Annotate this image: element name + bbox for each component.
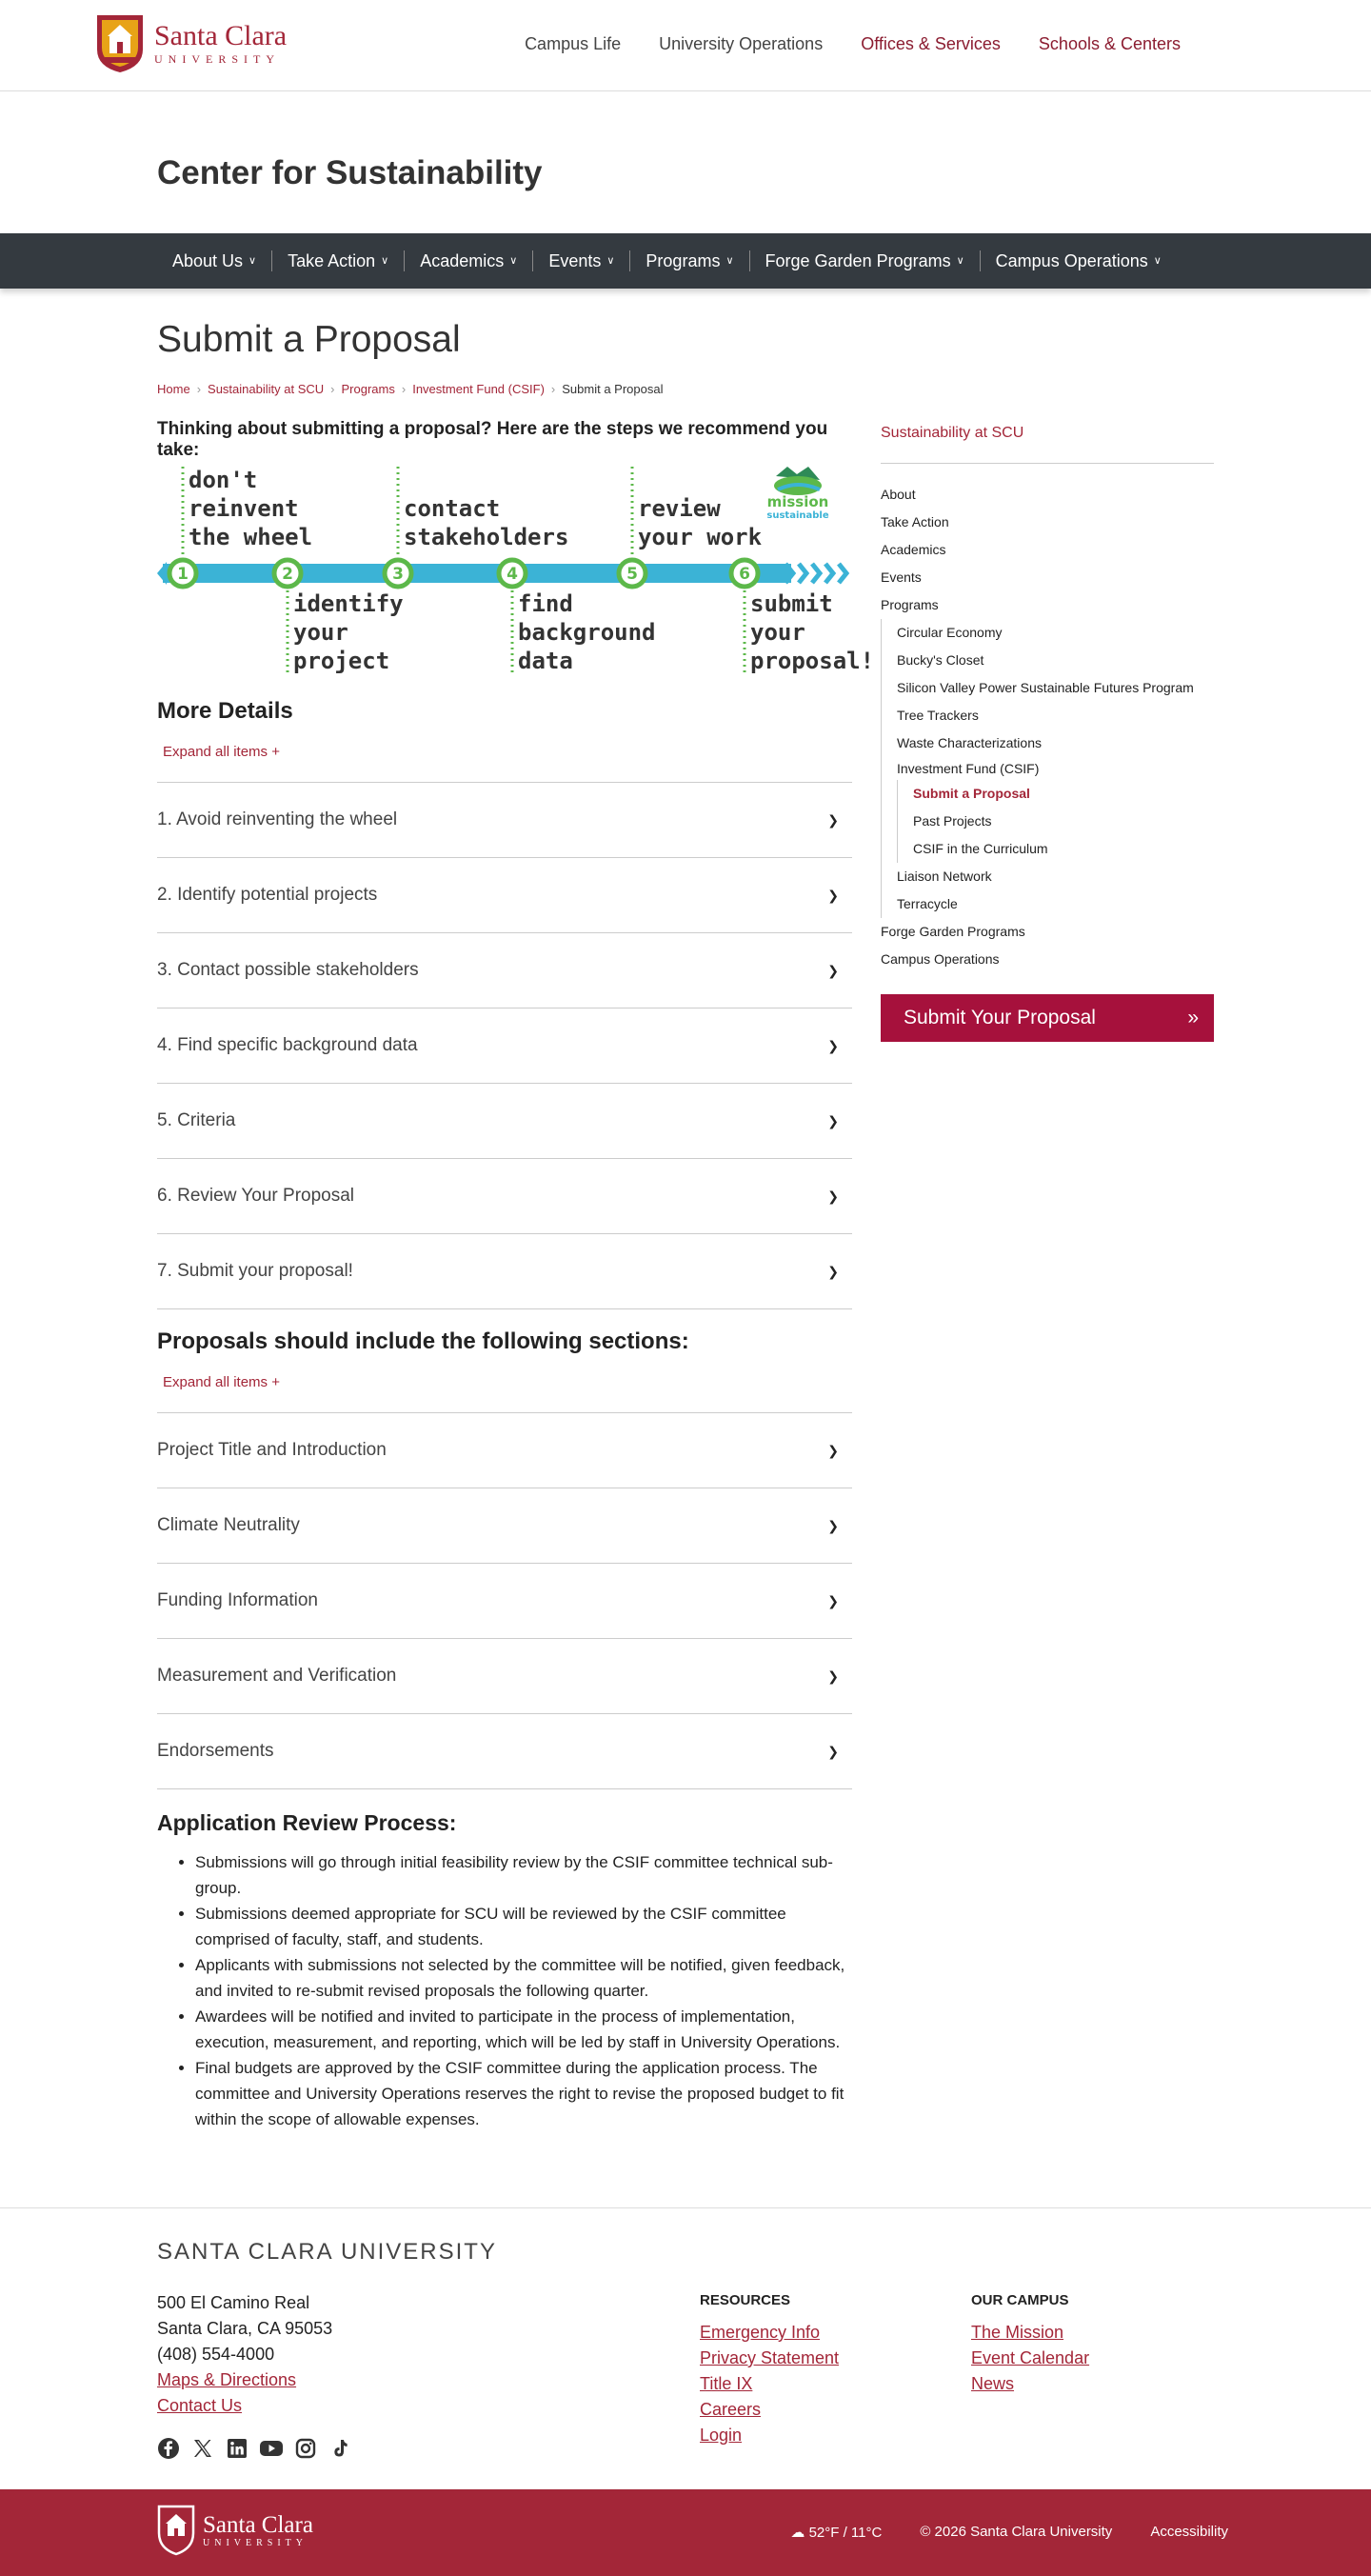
chevron-down-icon: ∨: [1153, 255, 1162, 267]
badge-line-2: sustainable: [766, 510, 829, 521]
emergency-info-link[interactable]: Emergency Info: [700, 2323, 821, 2342]
accordion-item[interactable]: [157, 1234, 852, 1309]
contact-us-link[interactable]: Contact Us: [157, 2396, 243, 2415]
accordion-item[interactable]: [157, 1084, 852, 1159]
resources-heading: RESOURCES: [700, 2292, 791, 2308]
accordion-title: 3. Contact possible stakeholders: [157, 960, 419, 980]
sidebar-menu: [881, 481, 1214, 973]
logo-name: Santa Clara: [154, 19, 288, 51]
title-ix-link[interactable]: Title IX: [700, 2374, 753, 2393]
breadcrumb-programs[interactable]: Programs: [341, 382, 395, 396]
chevron-down-icon: ❯: [827, 1667, 839, 1684]
logo-sub: UNIVERSITY: [154, 51, 280, 66]
site-title-area: [0, 91, 1371, 233]
nav-forge-garden-programs[interactable]: [749, 250, 980, 271]
step-label-line: submit: [750, 590, 833, 617]
step-number-1: 1: [177, 565, 189, 584]
sidebar-item-buckys-closet[interactable]: Bucky's Closet: [897, 652, 984, 668]
review-heading: Application Review Process:: [157, 1810, 457, 1835]
sidebar-item-events[interactable]: Events: [881, 569, 922, 585]
accordion-title: Climate Neutrality: [157, 1515, 300, 1535]
mission-link[interactable]: The Mission: [971, 2323, 1064, 2342]
sidebar-item-past-projects[interactable]: Past Projects: [913, 813, 992, 829]
accordion-title: Project Title and Introduction: [157, 1440, 387, 1460]
sidebar-item-campus-operations[interactable]: Campus Operations: [881, 951, 1000, 967]
topnav-offices-services[interactable]: Offices & Services: [861, 34, 1001, 53]
weather-cloud-icon: ☁: [790, 2525, 805, 2541]
careers-link[interactable]: Careers: [700, 2400, 762, 2419]
breadcrumb-separator: ›: [330, 382, 335, 396]
linkedin-icon[interactable]: [226, 2437, 248, 2460]
site-title[interactable]: Center for Sustainability: [157, 154, 543, 191]
footer: [0, 2207, 1371, 2489]
chevron-down-icon: ❯: [827, 1517, 839, 1533]
footer-logo-name: Santa Clara: [203, 2511, 313, 2538]
chevron-down-icon: ❯: [827, 1112, 839, 1128]
nav-about-us[interactable]: [157, 250, 271, 271]
step-number-3: 3: [392, 565, 404, 584]
breadcrumb-separator: ›: [550, 382, 556, 396]
steps-bar: [163, 564, 791, 583]
step-label-line: don't: [189, 467, 258, 493]
campus-heading: OUR CAMPUS: [971, 2292, 1069, 2308]
phone-number: (408) 554-4000: [157, 2345, 275, 2364]
page-title: Submit a Proposal: [157, 319, 461, 360]
step-number-2: 2: [282, 565, 293, 584]
chevron-down-icon: ∨: [381, 255, 389, 267]
list-item: • Submissions deemed appropriate for SCU will be reviewed by the CSIF committee comprised of faculty, staff, and students.: [195, 1901, 852, 1952]
address-line: 500 El Camino Real: [157, 2293, 310, 2312]
topnav-schools-centers[interactable]: Schools & Centers: [1038, 34, 1181, 53]
step-number-6: 6: [739, 565, 750, 584]
sidebar-item-take-action[interactable]: Take Action: [881, 514, 949, 529]
accessibility-link[interactable]: Accessibility: [1150, 2524, 1228, 2540]
nav-events[interactable]: [532, 250, 629, 271]
nav-label: Campus Operations: [995, 251, 1148, 270]
weather-text: 52°F / 11°C: [808, 2525, 883, 2541]
steps-end-chevrons: [785, 564, 846, 583]
shield-icon: [95, 13, 145, 74]
topnav-campus-life[interactable]: Campus Life: [525, 34, 622, 53]
university-logo[interactable]: [95, 13, 287, 74]
topnav-university-operations[interactable]: University Operations: [659, 34, 824, 53]
footer-resources: [700, 2292, 839, 2448]
footer-campus: [971, 2292, 1089, 2397]
step-label-line: review: [638, 495, 721, 522]
bottom-bar: [0, 2489, 1371, 2576]
footer-address: [157, 2290, 332, 2419]
youtube-icon[interactable]: [260, 2437, 283, 2460]
step-label-line: your: [293, 619, 348, 646]
accordion-title: 1. Avoid reinventing the wheel: [157, 809, 398, 829]
facebook-icon[interactable]: [157, 2437, 180, 2460]
submit-proposal-label: Submit Your Proposal: [904, 1007, 1096, 1028]
accordion-item[interactable]: [157, 1159, 852, 1234]
nav-label: Take Action: [288, 251, 376, 270]
submit-proposal-button[interactable]: [881, 994, 1214, 1042]
sidebar-item-programs[interactable]: Programs: [881, 597, 939, 612]
top-nav: [487, 34, 1181, 54]
accordion-item[interactable]: [157, 933, 852, 1008]
accordion-item[interactable]: [157, 1008, 852, 1084]
breadcrumb-home[interactable]: Home: [157, 382, 190, 396]
sections-accordion: [157, 1412, 852, 1789]
accordion-item[interactable]: [157, 1488, 852, 1564]
breadcrumb-sustainability[interactable]: Sustainability at SCU: [208, 382, 325, 396]
sidebar-csif-submenu: [897, 780, 1214, 863]
sidebar-item-circular-economy[interactable]: Circular Economy: [897, 625, 1003, 640]
step-label-1: [189, 467, 312, 550]
step-label-line: background: [518, 619, 656, 646]
breadcrumb-separator: ›: [196, 382, 202, 396]
step-label-line: your work: [638, 524, 763, 550]
breadcrumb-current: Submit a Proposal: [562, 382, 664, 396]
sidebar-item-academics[interactable]: Academics: [881, 542, 946, 557]
sidebar-item-waste-characterizations[interactable]: Waste Characterizations: [897, 735, 1042, 750]
social-links: [157, 2437, 351, 2460]
accordion-title: 7. Submit your proposal!: [157, 1261, 353, 1281]
bottom-bar-info: [790, 2524, 1228, 2541]
chevron-down-icon: ∨: [248, 255, 257, 267]
event-calendar-link[interactable]: Event Calendar: [971, 2348, 1090, 2367]
breadcrumb-csif[interactable]: Investment Fund (CSIF): [412, 382, 545, 396]
accordion-title: 6. Review Your Proposal: [157, 1186, 355, 1206]
sidebar-item-liaison-network[interactable]: Liaison Network: [897, 869, 992, 884]
nav-campus-operations[interactable]: [980, 250, 1177, 271]
expand-all-sections[interactable]: Expand all items +: [163, 1374, 280, 1390]
step-number-5: 5: [626, 565, 638, 584]
accordion-title: Endorsements: [157, 1741, 274, 1761]
sidebar-item-terracycle[interactable]: Terracycle: [897, 896, 958, 911]
review-list: [157, 1849, 852, 2132]
sidebar-item-csif-curriculum[interactable]: CSIF in the Curriculum: [913, 841, 1048, 856]
address-line: Santa Clara, CA 95053: [157, 2319, 333, 2338]
intro-text: Thinking about submitting a proposal? Here are the steps we recommend you take:: [157, 419, 828, 460]
accordion-item[interactable]: [157, 858, 852, 933]
accordion-title: Measurement and Verification: [157, 1666, 397, 1686]
nav-academics[interactable]: [404, 250, 532, 271]
breadcrumb-separator: ›: [401, 382, 407, 396]
step-label-3: [404, 495, 568, 550]
chevron-down-icon: ❯: [827, 887, 839, 903]
step-label-line: the wheel: [189, 524, 313, 550]
accordion-title: 4. Find specific background data: [157, 1035, 418, 1055]
nav-label: Academics: [420, 251, 505, 270]
accordion-item[interactable]: [157, 1413, 852, 1488]
sidebar-item-tree-trackers[interactable]: Tree Trackers: [897, 708, 979, 723]
login-link[interactable]: Login: [700, 2426, 743, 2445]
nav-take-action[interactable]: [271, 250, 404, 271]
chevron-down-icon: ❯: [827, 1442, 839, 1458]
shield-icon: [157, 2505, 195, 2556]
list-item: • Applicants with submissions not selected by the committee will be notified, given feedback, and invited to re-submit revised proposals the following quarter.: [195, 1952, 852, 2004]
mission-sustainable-badge: [766, 467, 828, 521]
footer-logo[interactable]: [157, 2505, 313, 2556]
footer-university-name: SANTA CLARA UNIVERSITY: [157, 2239, 497, 2265]
sidebar-item-investment-fund[interactable]: Investment Fund (CSIF): [897, 761, 1040, 776]
step-label-line: contact: [404, 495, 501, 522]
chevron-down-icon: ❯: [827, 1037, 839, 1053]
step-number-4: 4: [507, 565, 518, 584]
double-chevron-right-icon: »: [1187, 1007, 1199, 1028]
chevron-down-icon: ∨: [606, 255, 615, 267]
copyright: © 2026 Santa Clara University: [920, 2524, 1113, 2540]
step-label-line: reinvent: [189, 495, 299, 522]
tiktok-icon[interactable]: [328, 2437, 351, 2460]
step-label-line: stakeholders: [404, 524, 569, 550]
nav-label: Events: [548, 251, 602, 270]
details-accordion: [157, 782, 852, 1309]
list-item: • Submissions will go through initial feasibility review by the CSIF committee technical sub-group.: [195, 1849, 852, 1901]
news-link[interactable]: News: [971, 2374, 1015, 2393]
privacy-statement-link[interactable]: Privacy Statement: [700, 2348, 840, 2367]
accordion-title: 2. Identify potential projects: [157, 885, 378, 905]
chevron-down-icon: ❯: [827, 1743, 839, 1759]
sidebar-item-submit-proposal[interactable]: Submit a Proposal: [913, 786, 1030, 801]
sidebar-item-svp-futures[interactable]: Silicon Valley Power Sustainable Futures Program: [897, 680, 1194, 695]
list-item: • Awardees will be notified and invited to participate in the process of implementation, execution, measurement, and reporting, which will be led by staff in University Operations.: [195, 2004, 852, 2055]
nav-label: Programs: [646, 251, 721, 270]
accordion-item[interactable]: [157, 1564, 852, 1639]
more-details-heading: More Details: [157, 698, 293, 724]
accordion-item[interactable]: [157, 1639, 852, 1714]
badge-line-1: mission: [766, 493, 829, 510]
sidebar: [881, 425, 1214, 1042]
step-label-line: proposal!: [750, 648, 875, 674]
steps-graphic: [157, 467, 875, 686]
step-label-2: [293, 590, 404, 674]
chevron-down-icon: ∨: [725, 255, 734, 267]
nav-programs[interactable]: [629, 250, 748, 271]
sidebar-item-about[interactable]: About: [881, 487, 916, 502]
list-item: • Final budgets are approved by the CSIF committee during the application process. The committee and University Operations reserves the right to revise the proposed budget to fit within the scope of allowable expenses.: [195, 2055, 852, 2132]
step-label-line: project: [293, 648, 390, 674]
breadcrumb: [157, 382, 852, 396]
accordion-title: Funding Information: [157, 1590, 318, 1610]
main-content: [157, 289, 875, 2132]
chevron-down-icon: ❯: [827, 811, 839, 828]
sidebar-title[interactable]: Sustainability at SCU: [881, 425, 1214, 464]
top-bar: [0, 0, 1371, 91]
sidebar-programs-submenu: [881, 619, 1214, 918]
weather-widget: [790, 2524, 882, 2541]
chevron-down-icon: ❯: [827, 1592, 839, 1608]
maps-directions-link[interactable]: Maps & Directions: [157, 2370, 297, 2389]
step-label-line: find: [518, 590, 573, 617]
step-label-line: your: [750, 619, 805, 646]
chevron-down-icon: ❯: [827, 1188, 839, 1204]
step-label-5: [638, 495, 763, 550]
chevron-down-icon: ∨: [509, 255, 518, 267]
chevron-down-icon: ❯: [827, 1263, 839, 1279]
review-process: [157, 1810, 852, 2132]
accordion-title: 5. Criteria: [157, 1110, 236, 1130]
accordion-item[interactable]: [157, 783, 852, 858]
step-label-line: identify: [293, 590, 404, 617]
chevron-down-icon: ❯: [827, 962, 839, 978]
nav-label: Forge Garden Programs: [765, 251, 951, 270]
chevron-down-icon: ∨: [956, 255, 964, 267]
expand-all-details[interactable]: Expand all items +: [163, 744, 280, 760]
main-nav: [0, 233, 1371, 289]
step-label-4: [518, 590, 656, 674]
instagram-icon[interactable]: [294, 2437, 317, 2460]
step-label-6: [750, 590, 874, 674]
steps-bar-start-arrow: [157, 562, 167, 585]
sidebar-item-forge-garden[interactable]: Forge Garden Programs: [881, 924, 1025, 939]
x-icon[interactable]: [191, 2437, 214, 2460]
nav-label: About Us: [172, 251, 244, 270]
footer-logo-sub: UNIVERSITY: [203, 2537, 308, 2548]
accordion-item[interactable]: [157, 1714, 852, 1789]
step-label-line: data: [518, 648, 573, 674]
sections-heading: Proposals should include the following sections:: [157, 1328, 689, 1354]
